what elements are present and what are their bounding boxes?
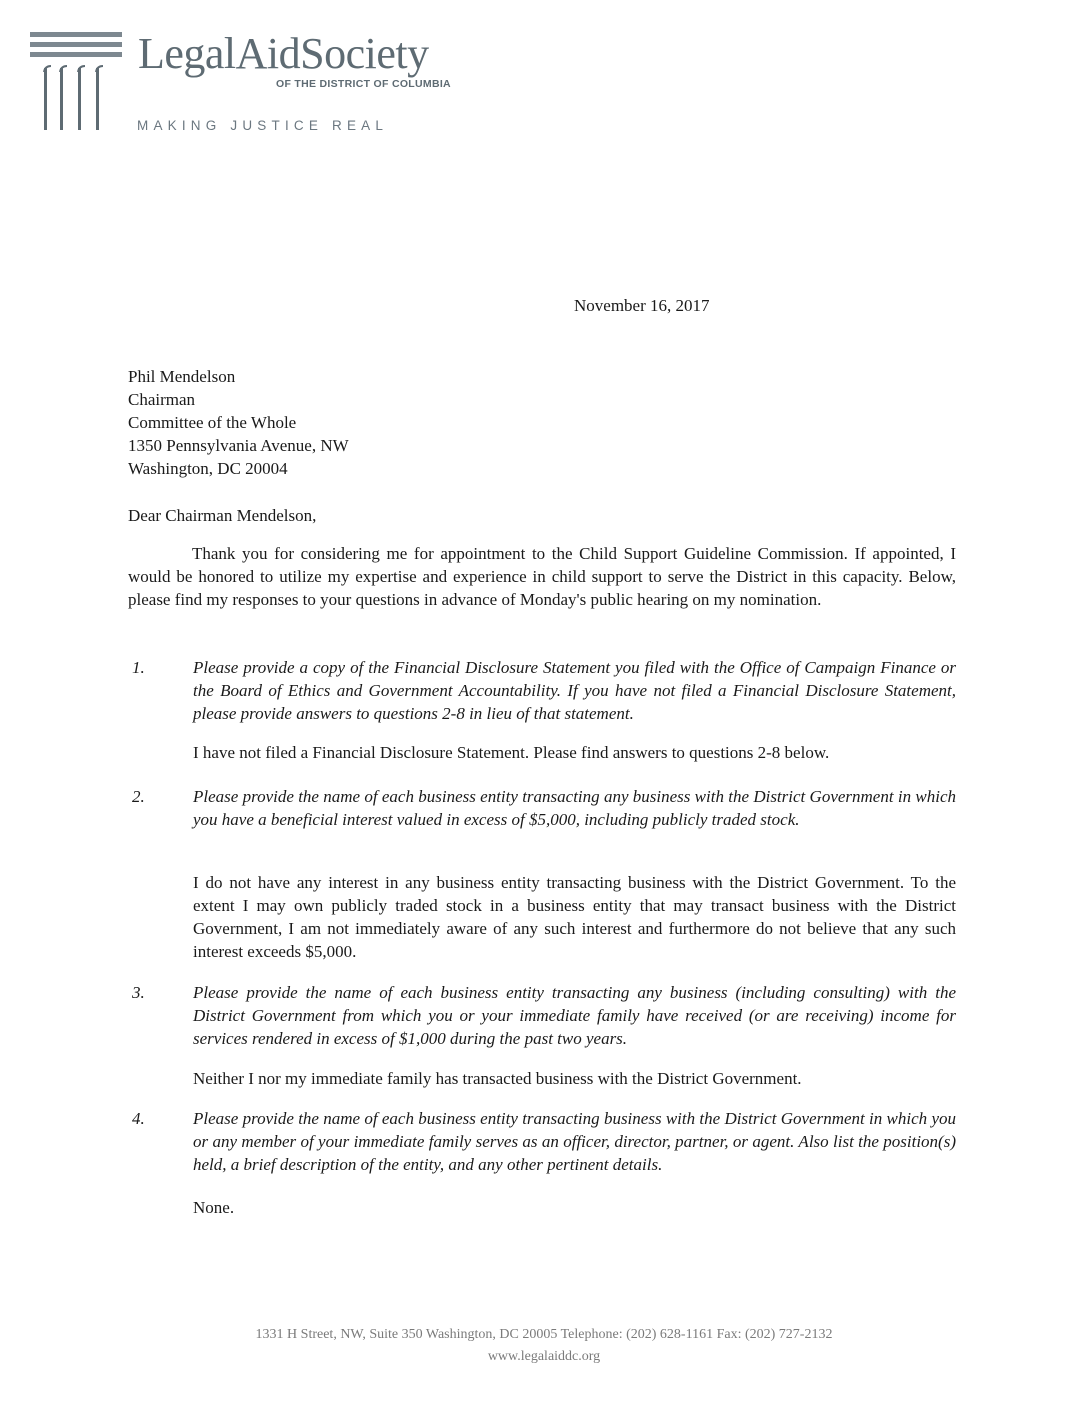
intro-paragraph — [128, 542, 956, 611]
answer-1: I have not filed a Financial Disclosure Statement. Please find answers to questions 2-8 below. — [193, 743, 830, 762]
letter-date: November 16, 2017 — [574, 296, 710, 315]
recipient-line: Phil Mendelson — [128, 367, 236, 386]
org-tagline: MAKING JUSTICE REAL — [137, 118, 389, 133]
question-number: 4. — [132, 1109, 145, 1128]
footer-website[interactable]: www.legalaiddc.org — [487, 1349, 601, 1364]
question-4 — [128, 1107, 956, 1176]
question-2 — [128, 785, 956, 831]
intro-text: Thank you for considering me for appointment to the Child Support Guideline Commission. If appointed, I would be honored to utilize my expertise and experience in child support to serve the District in this capacity. Below, please find my responses to your questions in advance of Monday's public hearing on my nomination. — [128, 544, 956, 609]
question-text: Please provide the name of each business entity transacting business with the District Government in which you or any member of your immediate family serves as an officer, director, partner, or agent. Also list the position(s) held, a brief description of the entity, and any other pertinent details. — [193, 1109, 956, 1174]
columns-logo-icon — [30, 30, 122, 135]
question-1 — [128, 656, 956, 725]
recipient-line: Washington, DC 20004 — [128, 459, 288, 478]
answer-4: None. — [193, 1198, 235, 1217]
org-name: LegalAidSociety — [138, 29, 429, 78]
question-text: Please provide a copy of the Financial Disclosure Statement you filed with the Office of Campaign Finance or the Board of Ethics and Government Accountability. If you have not filed a Financial Disclosure Statement, please provide answers to questions 2-8 in lieu of that statement. — [193, 658, 956, 723]
footer-address: 1331 H Street, NW, Suite 350 Washington, DC 20005 Telephone: (202) 628-1161 Fax: (202) 727-2132 — [255, 1327, 833, 1342]
recipient-line: Chairman — [128, 390, 196, 409]
question-number: 2. — [132, 787, 145, 806]
question-number: 1. — [132, 658, 145, 677]
recipient-line: 1350 Pennsylvania Avenue, NW — [128, 436, 349, 455]
question-number: 3. — [132, 983, 145, 1002]
letterhead-logo — [30, 30, 450, 140]
question-3 — [128, 981, 956, 1050]
salutation: Dear Chairman Mendelson, — [128, 506, 317, 525]
org-subtitle: OF THE DISTRICT OF COLUMBIA — [276, 78, 451, 90]
answer-3: Neither I nor my immediate family has transacted business with the District Government. — [193, 1069, 802, 1088]
answer-2: I do not have any interest in any business entity transacting business with the District Government. To the extent I may own publicly traded stock in a business entity that may transact business with the District Government, I am not immediately aware of any such interest and furthermore do not believe that any such interest exceeds $5,000. — [193, 873, 956, 961]
recipient-line: Committee of the Whole — [128, 413, 297, 432]
footer — [0, 1324, 1088, 1368]
question-text: Please provide the name of each business entity transacting any business (including consulting) with the District Government from which you or your immediate family have received (or are receiving) income for services rendered in excess of $1,000 during the past two years. — [193, 983, 956, 1048]
question-text: Please provide the name of each business entity transacting any business with the District Government in which you have a beneficial interest valued in excess of $5,000, including publicly traded stock. — [193, 787, 956, 829]
recipient-address — [128, 365, 349, 480]
